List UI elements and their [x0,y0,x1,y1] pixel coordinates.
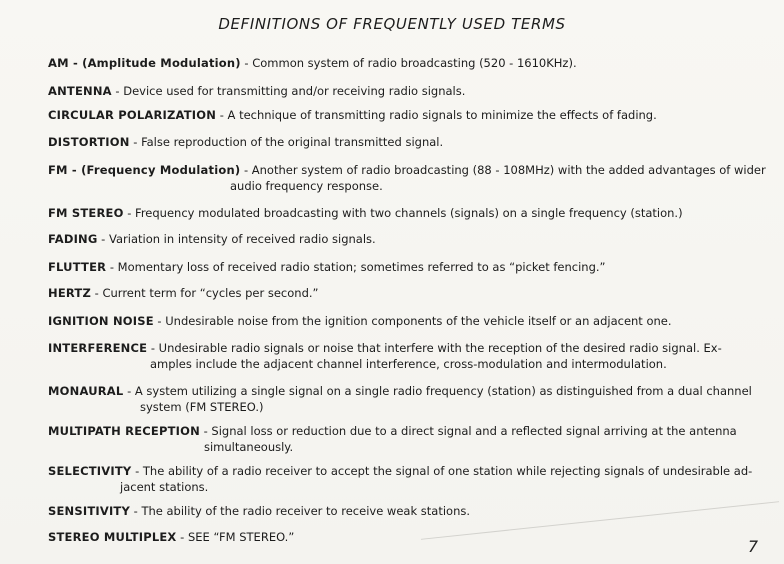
definition-text: A technique of transmitting radio signals to minimize the effects of fading. [227,108,657,122]
definition-separator: - [111,84,124,98]
definition-separator: - [91,286,103,300]
definition-text: Another system of radio broadcasting (88 - 108MHz) with the added advantages of wider [251,163,766,177]
definition-continuation: simultaneously. [204,440,294,454]
definition-entry [48,259,748,275]
definition-term: AM - (Amplitude Modulation) [48,56,241,70]
definition-text: Device used for transmitting and/or receiving radio signals. [123,84,466,98]
definition-separator: - [153,314,166,328]
definition-term: DISTORTION [48,135,130,149]
definition-separator: - [131,464,143,478]
definition-term: FM - (Frequency Modulation) [48,163,241,177]
definition-term: FM STEREO [48,206,124,220]
definition-term: FADING [48,232,98,246]
definition-term: SELECTIVITY [48,464,132,478]
definition-text: Frequency modulated broadcasting with two channels (signals) on a single frequency (station.) [135,206,683,220]
definition-entry [48,83,748,99]
page-number: 7 [747,537,758,556]
definition-entry [48,423,748,455]
definition-separator: - [130,504,142,518]
definition-entry [48,107,748,123]
definition-term: IGNITION NOISE [48,314,154,328]
definition-entry [48,285,748,301]
definition-term: MULTIPATH RECEPTION [48,424,200,438]
definition-term: MONAURAL [48,384,124,398]
definition-separator: - [123,384,135,398]
definition-text: Undesirable radio signals or noise that interfere with the reception of the desired radio signal. Ex- [158,341,722,355]
definition-separator: - [216,108,228,122]
definition-term: SENSITIVITY [48,504,130,518]
definition-separator: - [240,56,253,70]
definition-separator: - [129,135,142,149]
definition-entry [48,231,748,247]
definition-separator: - [199,424,212,438]
definition-continuation: amples include the adjacent channel interference, cross-modulation and intermodulation. [150,357,667,371]
definition-term: CIRCULAR POLARIZATION [48,108,217,122]
definition-text: A system utilizing a single signal on a single radio frequency (station) as distinguished from a dual channel [134,384,752,398]
definition-entry [48,205,748,221]
definition-separator: - [176,530,188,544]
definition-text: False reproduction of the original transmitted signal. [141,135,444,149]
definition-entry [48,162,766,194]
definition-text: Signal loss or reduction due to a direct signal and a reflected signal arriving at the antenna [211,424,737,438]
definition-term: INTERFERENCE [48,341,148,355]
definition-entry [48,55,748,71]
page-title: DEFINITIONS OF FREQUENTLY USED TERMS [218,15,566,33]
definition-text: Momentary loss of received radio station; sometimes referred to as “picket fencing.” [117,260,606,274]
definition-text: Variation in intensity of received radio signals. [109,232,376,246]
definition-text: The ability of the radio receiver to receive weak stations. [141,504,470,518]
definition-entry [48,313,748,329]
definition-continuation: jacent stations. [120,480,209,494]
definition-text: Current term for “cycles per second.” [102,286,319,300]
definition-continuation: system (FM STEREO.) [140,400,264,414]
definition-separator: - [106,260,118,274]
definition-entry [48,383,752,415]
definition-term: FLUTTER [48,260,107,274]
definition-text: Common system of radio broadcasting (520 - 1610KHz). [252,56,577,70]
definition-text: Undesirable noise from the ignition components of the vehicle itself or an adjacent one. [165,314,672,328]
definition-text: The ability of a radio receiver to accept the signal of one station while rejecting signals of undesirable ad- [142,464,753,478]
definition-separator: - [97,232,109,246]
definition-continuation: audio frequency response. [230,179,383,193]
definition-entry [48,340,748,372]
definition-entry [48,134,748,150]
definition-term: HERTZ [48,286,92,300]
definition-text: SEE “FM STEREO.” [187,530,295,544]
definition-entry [48,529,748,545]
definition-entry [48,503,748,519]
definition-separator: - [240,163,252,177]
definition-entry [48,463,753,495]
definition-term: ANTENNA [48,84,112,98]
definition-separator: - [123,206,136,220]
definition-term: STEREO MULTIPLEX [48,530,177,544]
definition-separator: - [147,341,159,355]
